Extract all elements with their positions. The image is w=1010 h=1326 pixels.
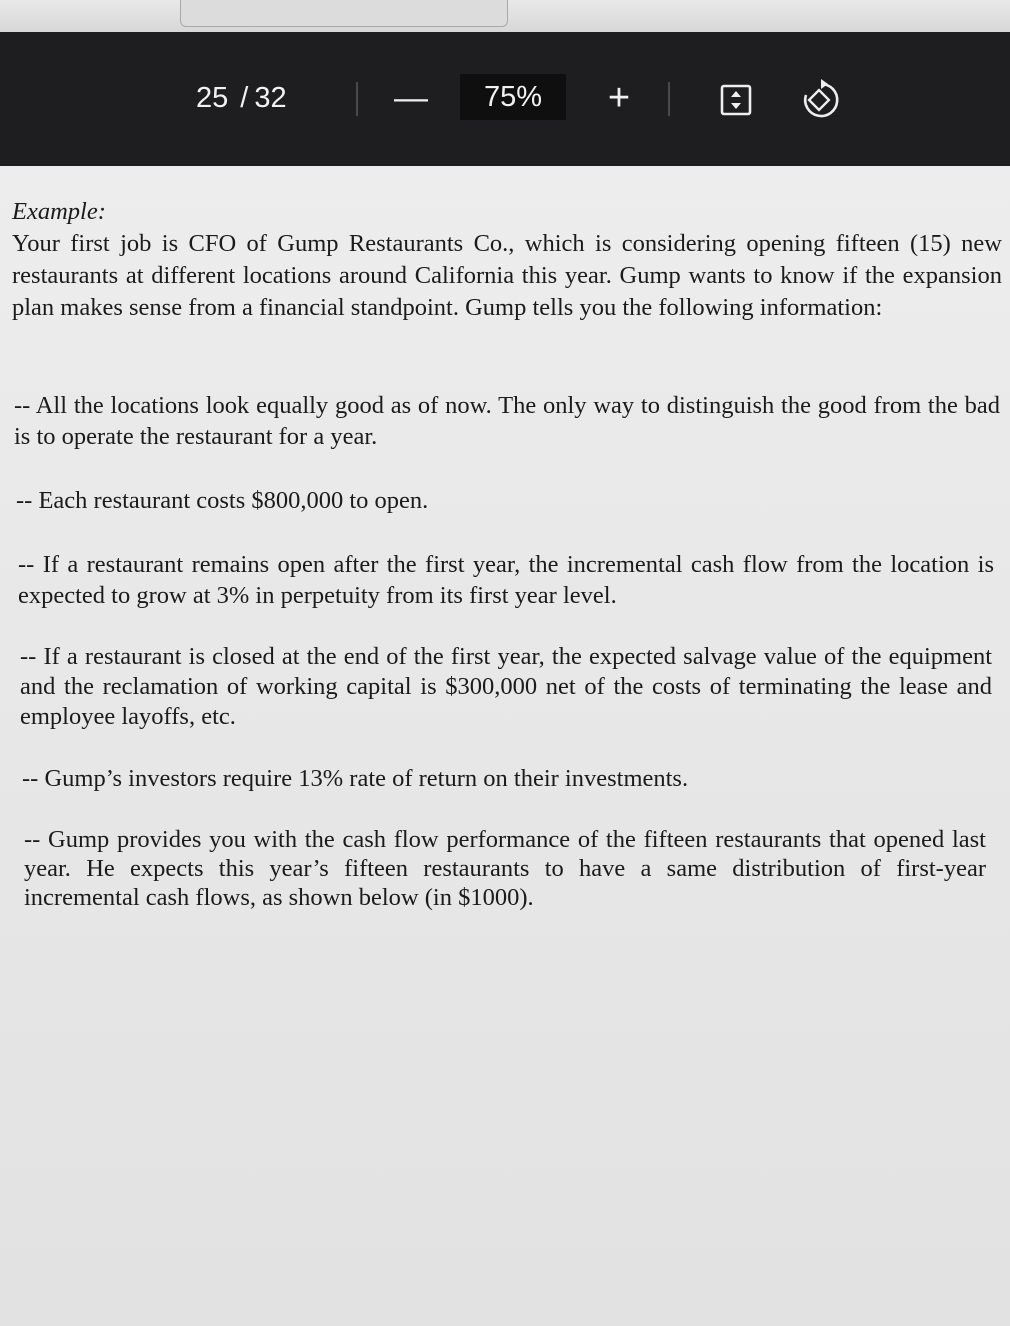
bullet-salvage: -- If a restaurant is closed at the end of the first year, the expected salvage value of the equipment and the reclamation of working capital is $300,000 net of the costs of terminating the lease and employee layoffs, etc. bbox=[20, 643, 992, 730]
fit-page-button[interactable] bbox=[710, 78, 762, 122]
zoom-out-button[interactable]: — bbox=[394, 78, 428, 117]
page-indicator bbox=[190, 76, 350, 120]
bullet-growth: -- If a restaurant remains open after the first year, the incremental cash flow from the location is expected to grow at 3% in perpetuity from its first year level. bbox=[18, 551, 994, 609]
rotate-icon bbox=[799, 78, 843, 122]
fit-page-icon bbox=[718, 82, 754, 118]
document-text bbox=[12, 196, 1002, 324]
monitor-bezel bbox=[0, 0, 1010, 32]
page-separator: / bbox=[240, 81, 249, 114]
intro-paragraph: Your first job is CFO of Gump Restaurants Co., which is considering opening fifteen (15) new restaurants at different locations around California this year. Gump wants to know if the expansion plan makes sense from a financial standpoint. Gump tells you the following information: bbox=[12, 230, 1002, 321]
page-number-total: 32 bbox=[254, 81, 287, 114]
toolbar-divider bbox=[668, 82, 670, 116]
page-number-current[interactable]: 25 bbox=[196, 81, 229, 114]
bullet-return: -- Gump’s investors require 13% rate of return on their investments. bbox=[22, 765, 689, 792]
zoom-in-button[interactable]: + bbox=[607, 76, 631, 119]
bullet-cost: -- Each restaurant costs $800,000 to open. bbox=[16, 487, 429, 514]
document-page bbox=[0, 166, 1010, 1326]
zoom-level-field[interactable]: 75% bbox=[460, 74, 566, 120]
bullet-distribution: -- Gump provides you with the cash flow performance of the fifteen restaurants that opened last year. He expects this year’s fifteen restaurants to have a same distribution of first-year incremental cash flows, as shown below (in $1000). bbox=[24, 826, 986, 911]
rotate-button[interactable] bbox=[794, 74, 848, 126]
bezel-tab bbox=[180, 0, 508, 27]
bullet-locations: -- All the locations look equally good as of now. The only way to distinguish the good from the bad is to operate the restaurant for a year. bbox=[14, 392, 1000, 450]
toolbar-divider bbox=[356, 82, 358, 116]
example-label: Example: bbox=[12, 198, 106, 225]
